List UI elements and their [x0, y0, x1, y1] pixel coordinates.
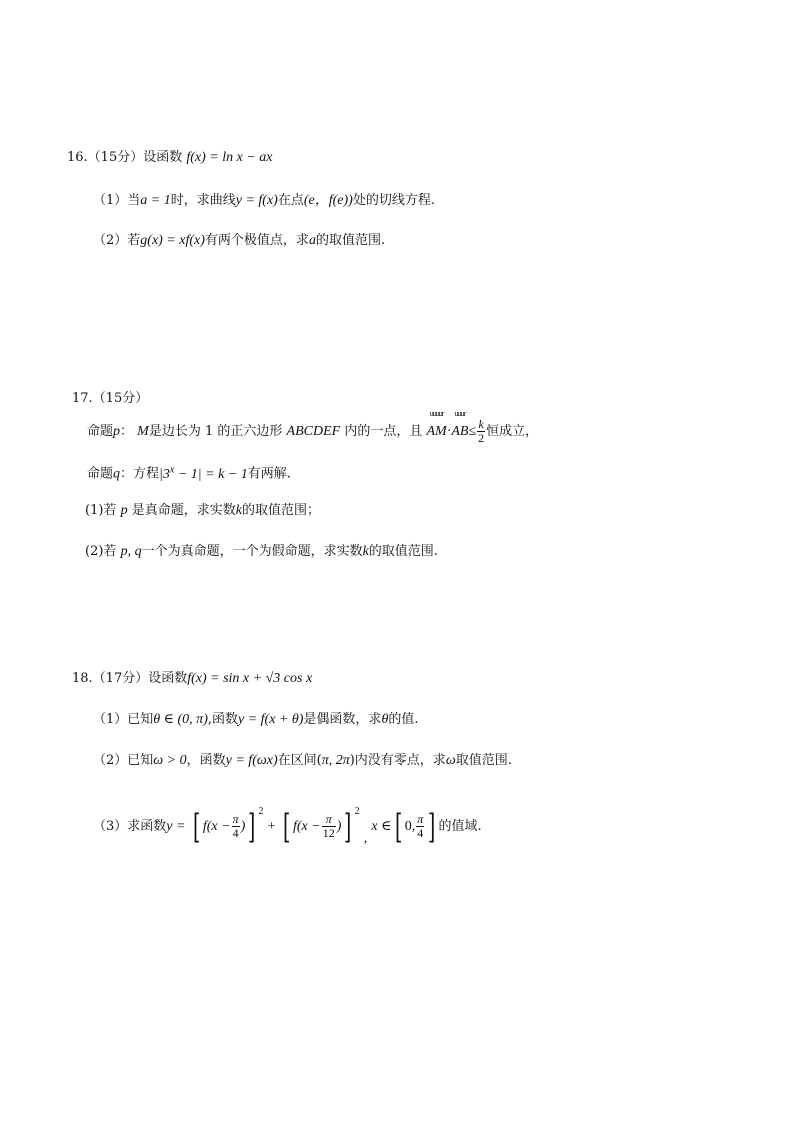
q18-part2-number: （2）已知 [93, 753, 154, 768]
q18-part3-pi-over-4 [232, 813, 240, 840]
q18-part3-term2-open: f(x − [292, 819, 321, 834]
q18-part3-text: 的值域. [438, 819, 482, 834]
q17-p-text-c: 恒成立， [486, 424, 539, 439]
q18-part1-theta: θ [381, 712, 389, 727]
q18-part1-number: （1）已知 [93, 712, 154, 727]
q17-frac-numerator: k [478, 417, 484, 431]
q18-part2-scaled-function: y = f(ωx) [225, 753, 278, 768]
q18-part2-text-b: 在区间( [277, 753, 322, 768]
q18-header [72, 669, 312, 689]
q18-part3-term2-close: ) [336, 819, 342, 834]
q17-p-colon: ： [120, 424, 134, 439]
q18-part3-frac3-denominator: 4 [417, 826, 424, 840]
q18-part1-text-a: ,函数 [207, 712, 238, 727]
q16-part1 [93, 191, 435, 211]
q17-q-text-b: 有两解. [247, 466, 291, 482]
q18-part3-frac2-denominator: 12 [322, 826, 335, 840]
q16-part2 [93, 231, 385, 251]
q16-part2-variable: a [308, 233, 316, 248]
q17-p-text-b: 内的一点，且 [344, 424, 423, 439]
q17-part2-text-b: 的取值范围. [368, 544, 438, 559]
q17-hexagon-name: ABCDEF [286, 424, 341, 439]
left-bracket-icon: [ [394, 806, 402, 847]
q17-equation-rest: − 1| = k − 1 [174, 466, 248, 482]
q18-part3-frac3-numerator: π [417, 812, 424, 826]
q18-part3-square1: 2 [258, 806, 264, 817]
q18-header-text: 18.（17分）设函数 [72, 671, 188, 686]
q17-part1-k: k [235, 503, 242, 518]
right-bracket-icon: ] [344, 806, 352, 847]
q18-part3-square2: 2 [354, 806, 360, 817]
q17-q-label: 命题 [87, 466, 114, 482]
q16-part2-text-b: 的取值范围. [315, 233, 386, 248]
q17-part1-text-b: 的取值范围； [241, 503, 320, 518]
q18-part2-omega: ω [445, 753, 456, 768]
q18-part3-pi-over-12 [322, 813, 336, 840]
q18-part3-number: （3）求函数 [93, 819, 167, 834]
q18-part3-plus: + [267, 819, 276, 834]
q18-part2 [93, 751, 512, 771]
q16-part1-text-a: 时，求曲线 [170, 193, 236, 208]
q17-vector-ab [451, 409, 469, 445]
q17-part2 [85, 542, 438, 562]
q17-header: 17.（15分） [72, 391, 149, 406]
q17-k-over-2 [477, 418, 485, 445]
q17-part1-number: (1)若 [85, 503, 117, 518]
q18-part1-condition: θ ∈ (0, π) [153, 712, 208, 727]
q17-proposition-q [87, 460, 291, 485]
q17-vector-ab-mark: uuur [454, 409, 466, 418]
q18-part3-y-equals: y = [166, 819, 186, 834]
q17-part1 [85, 501, 320, 521]
q18-part1-text-b: 是偶函数，求 [303, 712, 382, 727]
q16-part1-curve: y = f(x) [235, 193, 278, 208]
q17-part1-variable: p [120, 503, 128, 518]
q17-vector-ab-label: AB [451, 424, 469, 439]
q17-vector-am [426, 409, 447, 445]
q16-part1-point: (e，f(e)) [303, 193, 353, 208]
q16-header [67, 148, 273, 168]
q17-point-m: M [137, 424, 149, 439]
q18-part3-frac1-denominator: 4 [232, 826, 239, 840]
q18-part2-text-a: ，函数 [186, 753, 226, 768]
q18-function: f(x) = sin x + √3 cos x [187, 671, 313, 686]
q16-function: f(x) = ln x − ax [186, 150, 273, 165]
q16-part2-text-a: 有两个极值点，求 [204, 233, 309, 248]
q17-p-label: 命题 [87, 424, 114, 439]
q18-part3-domain-start: 0, [404, 819, 416, 834]
q17-part2-number: (2)若 [85, 544, 117, 559]
q18-part1 [93, 710, 418, 730]
q18-part2-condition: ω > 0 [153, 753, 187, 768]
q18-part3-pi-over-4-domain [416, 813, 424, 840]
q17-part2-text-a: 一个为真命题，一个为假命题，求实数 [141, 544, 363, 559]
q17-p-variable: p [113, 424, 121, 439]
q17-equation-base: |3 [159, 466, 170, 482]
q17-equation [159, 464, 248, 482]
q16-part1-condition: a = 1 [140, 193, 171, 208]
q18-part1-text-c: 的值. [388, 712, 419, 727]
q17-vector-am-mark: uuuur [429, 409, 444, 418]
q17-p-text-a: 是边长为 1 的正六边形 [148, 424, 283, 439]
q17-dot-operator: · [446, 424, 452, 439]
right-bracket-icon: ] [428, 806, 436, 847]
q18-part2-interval: π, 2π [321, 753, 350, 768]
left-bracket-icon: [ [192, 806, 200, 847]
q18-part3-term1-close: ) [240, 819, 246, 834]
q17-part2-variables: p, q [120, 544, 142, 559]
q16-part1-text-b: 在点 [277, 193, 304, 208]
left-bracket-icon: [ [282, 806, 290, 847]
q16-part2-g-function: g(x) = xf(x) [140, 233, 205, 248]
q17-part1-text-a: 是真命题，求实数 [131, 503, 236, 518]
q18-part1-shifted-function: y = f(x + θ) [238, 712, 304, 727]
right-bracket-icon: ] [248, 806, 256, 847]
q16-header-text: 16.（15分）设函数 [67, 150, 183, 165]
q17-equation-exponent: x [169, 464, 175, 475]
q18-part3-frac2-numerator: π [325, 812, 332, 826]
q17-q-variable: q [113, 466, 121, 482]
q18-part2-text-d: 取值范围. [455, 753, 512, 768]
q16-part1-text-c: 处的切线方程. [352, 193, 435, 208]
q17-vector-am-label: AM [426, 424, 447, 439]
q17-q-text-a: ：方程 [120, 466, 160, 482]
q18-part3-term1-open: f(x − [202, 819, 231, 834]
q17-frac-denominator: 2 [478, 431, 485, 445]
q18-part2-text-c: )内没有零点，求 [349, 753, 446, 768]
q18-part3-frac1-numerator: π [232, 812, 239, 826]
q18-part3 [93, 790, 482, 847]
q18-part3-comma: , [363, 831, 368, 846]
q17-proposition-p [87, 409, 539, 445]
q18-part3-x-in: x ∈ [371, 819, 392, 834]
q17-le-sign: ≤ [468, 424, 477, 439]
q16-part2-number: （2）若 [93, 233, 141, 248]
q17-part2-k: k [362, 544, 369, 559]
q16-part1-number: （1）当 [93, 193, 141, 208]
